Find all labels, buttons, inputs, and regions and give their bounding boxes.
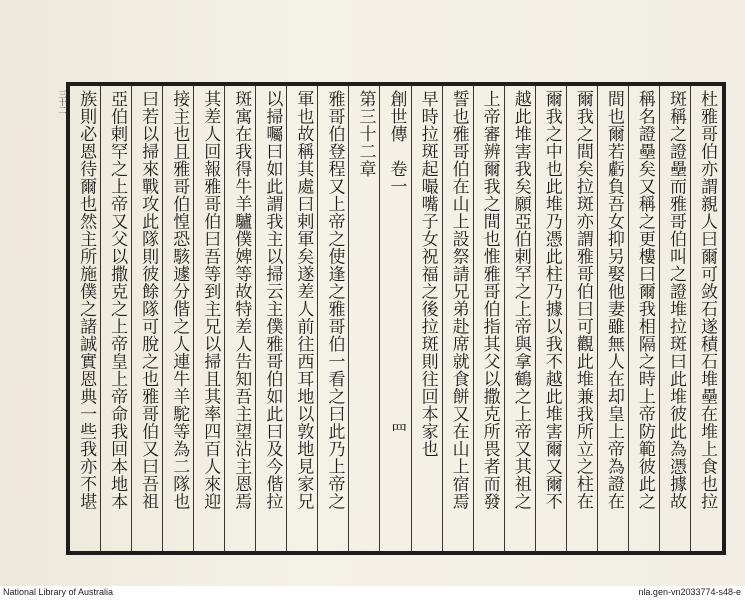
text-column: 接主也且雅哥伯惶恐駭遽分偕之人連牛羊駝等為二隊也	[169, 90, 190, 510]
text-column: 軍也故稱其處曰剌軍矣遂差人前往西耳地以敦地見家兄	[293, 90, 314, 510]
text-column: 誓也雅哥伯在山上設祭請兄弟赴席就食餅又在山上宿焉	[448, 90, 469, 510]
text-column: 雅哥伯登程又上帝之使逢之雅哥伯一看之曰此乃上帝之	[324, 90, 345, 510]
text-column: 上帝審辨爾我之間也惟雅哥伯指其父以撒克所畏者而發	[479, 90, 500, 510]
column-rule	[131, 86, 132, 551]
column-rule	[535, 86, 536, 551]
column-rule	[659, 86, 660, 551]
footer-bar	[0, 586, 745, 600]
column-rule	[411, 86, 412, 551]
column-rule	[224, 86, 225, 551]
text-column: 杜雅哥伯亦謂親人曰爾可敛石遂積石堆壘在堆上食也拉	[697, 90, 717, 510]
column-rule	[442, 86, 443, 551]
text-column: 以掃囑曰如此謂我主以掃云主僕雅哥伯如此曰及今偕拉	[262, 90, 283, 510]
column-rule	[473, 86, 474, 551]
text-column: 越此堆害我矣願亞伯剌罕之上帝與拿鶴之上帝又其祖之	[510, 90, 531, 510]
text-column: 間也爾若虧負吾女抑另娶他妻雖無人在却皇上帝為證在	[603, 90, 624, 510]
column-rule	[504, 86, 505, 551]
text-column: 斑稱之證壘而雅哥伯叫之證堆拉斑曰此堆彼此為憑據故	[665, 90, 686, 510]
column-rule	[597, 86, 598, 551]
text-frame	[66, 82, 726, 555]
text-column: 亞伯剌罕之上帝又父以撒克之上帝皇上帝命我回本地本	[107, 90, 128, 510]
column-rule	[193, 86, 194, 551]
text-column: 早時拉斑起嘬嘴子女祝福之後拉斑則往回本家也	[417, 90, 438, 458]
column-rule	[255, 86, 256, 551]
column-rule	[162, 86, 163, 551]
column-rule	[286, 86, 287, 551]
column-rule	[690, 86, 691, 551]
column-rule	[379, 86, 380, 551]
image-identifier: nla.gen-vn2033774-s48-e	[638, 587, 741, 597]
column-rule	[348, 86, 349, 551]
text-column: 創世傳 卷一 罒	[386, 90, 407, 440]
text-column: 第三十二章	[355, 90, 376, 178]
text-column: 族則必恩待爾也然主所施僕之諸誠實恩典一些我亦不堪	[76, 90, 97, 510]
column-rule	[566, 86, 567, 551]
text-column: 曰若以掃來戰攻此隊則彼餘隊可脫之也雅哥伯又曰吾祖	[138, 90, 159, 510]
text-column: 稱名證壘矣又稱之更樓曰爾我相隔之時上帝防範彼此之	[634, 90, 655, 510]
text-column: 爾我之中也此堆乃憑此柱乃據以我不越此堆害爾又爾不	[541, 90, 562, 510]
column-rule	[100, 86, 101, 551]
column-rule	[628, 86, 629, 551]
text-column: 爾我之間矣拉斑亦謂雅哥伯曰可觀此堆兼我所立之柱在	[572, 90, 593, 510]
text-column: 斑寓在我得牛羊驢僕婢等故特差人告知吾主望沾主恩焉	[231, 90, 252, 510]
library-credit: National Library of Australia	[3, 587, 114, 597]
margin-note: 三十二	[58, 90, 67, 114]
column-rule	[317, 86, 318, 551]
text-column: 其差人回報雅哥伯曰吾等到主兄以掃且其率四百人來迎	[200, 90, 221, 510]
